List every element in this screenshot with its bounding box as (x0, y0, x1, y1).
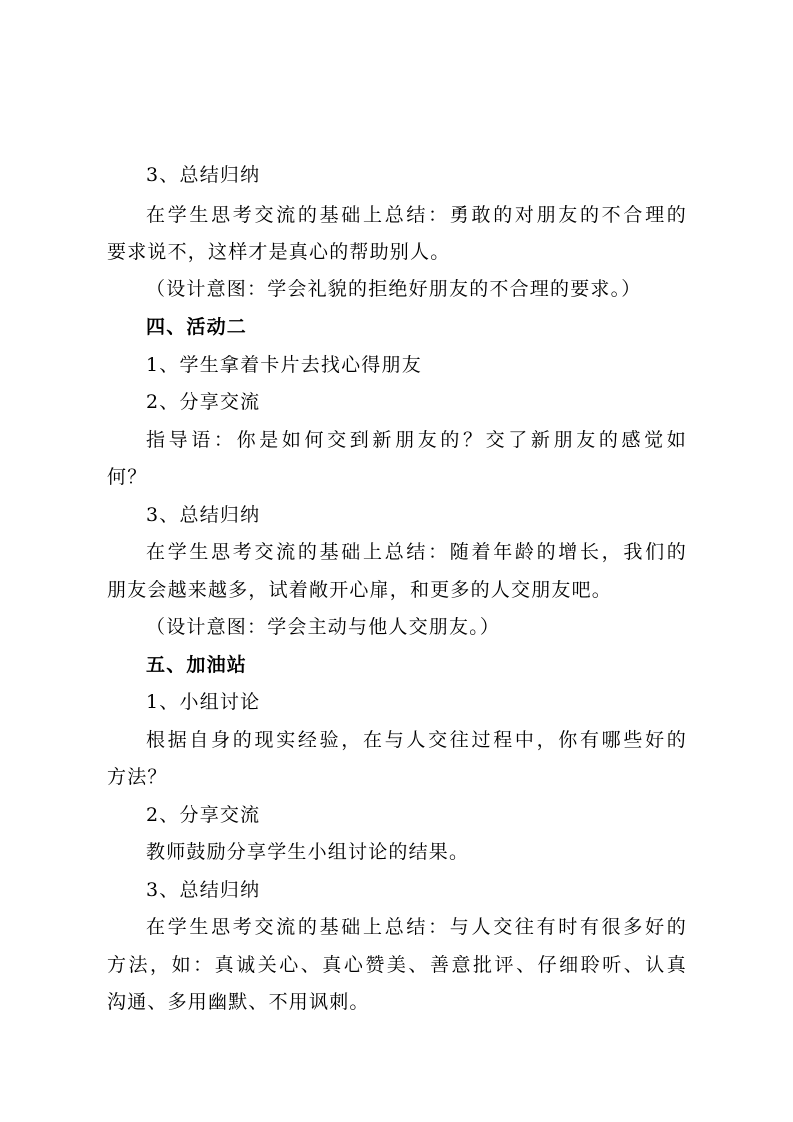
paragraph-line: 沟通、多用幽默、不用讽刺。 (107, 991, 370, 1013)
step-3-heading: 3、总结归纳 (146, 504, 261, 526)
paragraph-line: 方法？ (107, 766, 168, 788)
paragraph-line: 方法，如：真诚关心、真心赞美、善意批评、仔细聆听、认真 (107, 954, 687, 976)
paragraph-line: 朋友会越来越多，试着敞开心扉，和更多的人交朋友吧。 (107, 579, 613, 601)
step-3-heading: 3、总结归纳 (146, 164, 261, 186)
paragraph-line: 何？ (107, 466, 148, 488)
step-2-heading: 2、分享交流 (146, 804, 261, 826)
paragraph-line: 教师鼓励分享学生小组讨论的结果。 (146, 841, 470, 863)
step-3-heading: 3、总结归纳 (146, 879, 261, 901)
section-heading-activity-2: 四、活动二 (146, 316, 248, 338)
step-2-heading: 2、分享交流 (146, 391, 261, 413)
paragraph-line: 指导语：你是如何交到新朋友的？交了新朋友的感觉如 (146, 429, 687, 451)
design-intent-note: （设计意图：学会礼貌的拒绝好朋友的不合理的要求。） (146, 278, 642, 300)
step-1-heading: 1、小组讨论 (146, 691, 261, 713)
paragraph-line: 在学生思考交流的基础上总结：随着年龄的增长，我们的 (146, 541, 687, 563)
section-heading-fuel-station: 五、加油站 (146, 654, 248, 676)
step-1-heading: 1、学生拿着卡片去找心得朋友 (146, 354, 422, 376)
paragraph-line: 在学生思考交流的基础上总结：与人交往有时有很多好的 (146, 916, 687, 938)
paragraph-line: 在学生思考交流的基础上总结：勇敢的对朋友的不合理的 (146, 204, 687, 226)
design-intent-note: （设计意图：学会主动与他人交朋友。） (146, 616, 501, 638)
paragraph-line: 要求说不，这样才是真心的帮助别人。 (107, 241, 451, 263)
paragraph-line: 根据自身的现实经验，在与人交往过程中，你有哪些好的 (146, 729, 687, 751)
